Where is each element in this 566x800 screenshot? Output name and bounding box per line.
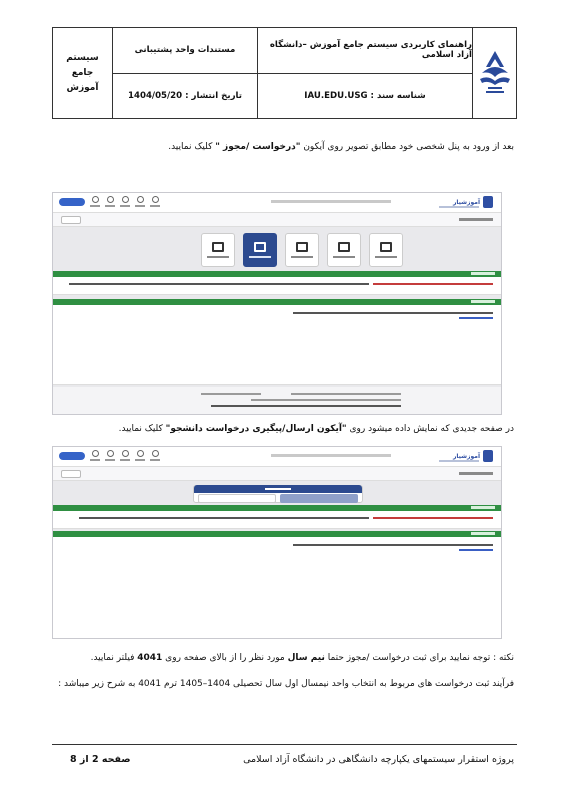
shot1-brand-sub: [439, 206, 479, 208]
folder-icon: [296, 242, 308, 252]
header-doc-id: شناسه سند : IAU.EDU.USG: [258, 73, 472, 119]
step2-bold: "آیکون ارسال/پیگیری درخواست دانشجو": [165, 424, 347, 434]
shot1-tile-schedule: [327, 233, 361, 267]
shot1-topbar: [53, 193, 501, 213]
shot1-breadcrumb: [459, 218, 493, 221]
header-main-title: راهنمای کاربردی سیستم جامع آموزش –دانشگاه آزاد اسلامی: [269, 40, 472, 61]
shot2-permit-view-button: [198, 494, 276, 503]
header-meta-column: [112, 28, 257, 118]
footer-project: پروژه استقرار سیستمهای یکپارچه دانشگاهی در دانشگاه آزاد اسلامی: [243, 754, 514, 765]
shot1-tile-request-permit: [243, 233, 277, 267]
header-logo-cell: [472, 28, 516, 118]
shot1-user-line: [271, 200, 391, 203]
intro-prefix: بعد از ورود به پنل شخصی خود مطابق تصویر روی آیکون: [300, 142, 514, 152]
header-publish-date: تاریخ انتشار : 1404/05/20: [113, 73, 257, 119]
shot1-settings-icon: [105, 196, 115, 207]
shot2-brand-sub: [439, 460, 479, 462]
step2-prefix: در صفحه جدیدی که نمایش داده میشود روی: [346, 424, 514, 434]
shot1-footer-area: [53, 387, 501, 415]
shot1-tile-documents: [285, 233, 319, 267]
shot2-back-button: [61, 470, 81, 478]
shot2-request-title: [194, 485, 362, 493]
shot1-logo-icon: [483, 196, 493, 208]
note-bold-semester: نیم سال: [287, 653, 325, 663]
note-mid: مورد نظر را از بالای صفحه روی: [162, 653, 288, 663]
footer-page-number: صفحه 2 از 8: [70, 754, 131, 765]
intro-bold: "درخواست /مجوز ": [215, 142, 301, 152]
shot1-notification-icon: [120, 196, 130, 207]
book-icon: [380, 242, 392, 252]
shot2-user-line: [271, 454, 391, 457]
intro-suffix: کلیک نمایید.: [168, 142, 216, 152]
shot1-brand-name: آموزشیار: [452, 198, 480, 206]
step2-suffix: کلیک نمایید.: [118, 424, 166, 434]
shot1-back-button: [61, 216, 81, 224]
header-system-name: سیستم جامع آموزش: [66, 52, 99, 93]
shot2-breadcrumb: [459, 472, 493, 475]
shot2-home-icon: [150, 450, 160, 461]
shot2-help-icon: [135, 450, 145, 461]
note-suffix: فیلتر نمایید.: [90, 653, 138, 663]
iau-logo-icon: [478, 47, 512, 99]
clipboard-icon: [212, 242, 224, 252]
grid-icon: [338, 242, 350, 252]
shot1-notice-body: [53, 277, 501, 295]
shot1-home-icon: [150, 196, 160, 207]
shot2-notice-body: [53, 511, 501, 529]
header-title-column: [257, 28, 472, 118]
footer-divider: [52, 744, 517, 745]
process-paragraph: فرآیند ثبت درخواست های مربوط به انتخاب واحد نیمسال اول سال تحصیلی 1404–1405 ترم 4041 به شرح زیر میباشد :: [58, 679, 514, 689]
shot1-tiles: [201, 233, 403, 267]
shot2-request-box: [193, 485, 363, 503]
intro-paragraph: [168, 142, 514, 152]
shot1-help-icon: [135, 196, 145, 207]
screenshot-dashboard: [52, 192, 502, 415]
shot1-user-icon: [90, 196, 100, 207]
shot1-help-body: [53, 305, 501, 385]
shot2-logo-icon: [483, 450, 493, 462]
shot1-semester-pill: [59, 198, 85, 206]
document-header: [52, 27, 517, 119]
shot2-toolbar-icons: [59, 450, 160, 461]
note-bold-term: 4041: [137, 653, 163, 663]
shot2-user-icon: [90, 450, 100, 461]
note-paragraph: [91, 653, 514, 663]
shot2-topbar: [53, 447, 501, 467]
shot1-tile-curriculum: [369, 233, 403, 267]
shot2-send-track-request-button: [280, 494, 358, 503]
shot1-tile-evaluation: [201, 233, 235, 267]
shot2-notification-icon: [120, 450, 130, 461]
shot2-semester-pill: [59, 452, 85, 460]
step2-paragraph: [119, 424, 514, 434]
shot2-help-body: [53, 537, 501, 639]
message-icon: [254, 242, 266, 252]
shot2-breadcrumb-bar: [53, 467, 501, 481]
shot2-settings-icon: [105, 450, 115, 461]
shot1-toolbar-icons: [59, 196, 160, 207]
screenshot-request-page: [52, 446, 502, 639]
header-system-cell: [53, 28, 112, 118]
shot1-breadcrumb-bar: [53, 213, 501, 227]
header-section: مستندات واحد پشتیبانی: [134, 45, 236, 56]
note-prefix: نکته : توجه نمایید برای ثبت درخواست /مجوز حتما: [324, 653, 514, 663]
shot2-brand-name: آموزشیار: [452, 452, 480, 460]
